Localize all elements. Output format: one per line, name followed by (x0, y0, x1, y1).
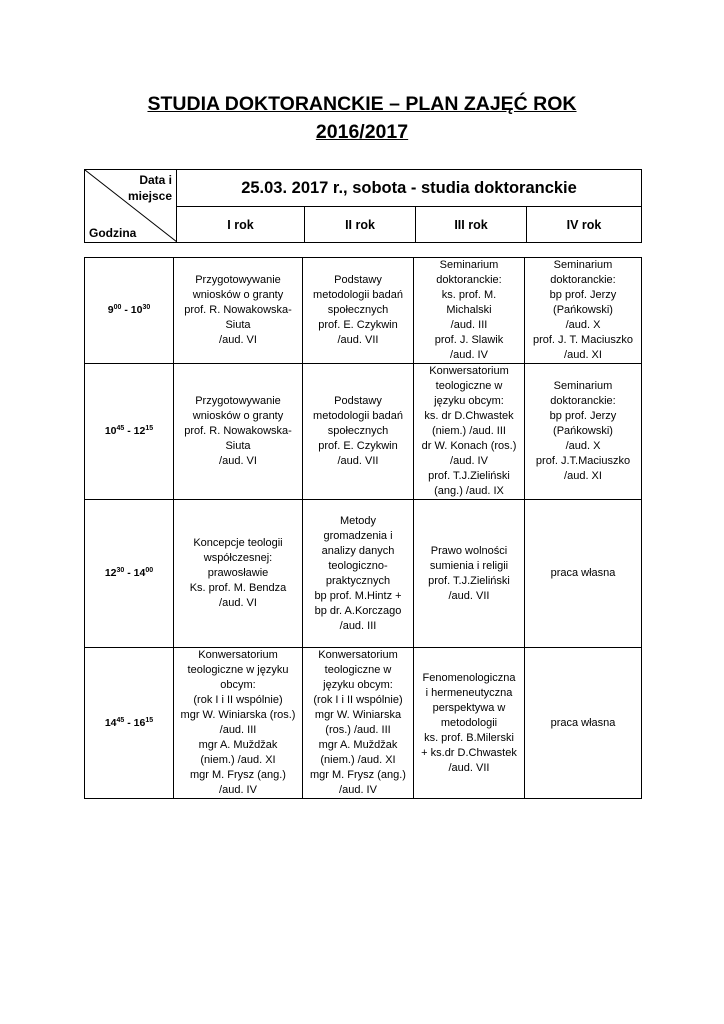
class-cell-line: analizy danych (321, 544, 395, 557)
class-cell-year-1 (174, 258, 303, 364)
class-cell-line: prof. J. T. Maciuszko (532, 334, 634, 346)
class-cell-line: sumienia i religii (429, 559, 509, 572)
document-title (0, 90, 724, 146)
class-cell-line: /aud. VI (219, 455, 257, 467)
corner-label-hour: Godzina (89, 226, 137, 240)
class-cell-line: teologiczne w języku (187, 664, 289, 676)
class-cell-line: /aud. VI (219, 597, 257, 609)
header-date: 25.03. 2017 r., sobota - studia doktoranckie (177, 170, 642, 207)
class-cell-year-1 (174, 500, 303, 648)
class-cell-year-1 (174, 648, 303, 799)
class-cell-year-1 (174, 364, 303, 500)
time-slot: $10^{45} - 12^{15}$ (85, 364, 174, 500)
class-cell-line: (Pańkowski) (553, 304, 613, 316)
class-cell-line: /aud. VII (337, 334, 379, 346)
class-cell-line: prof. T.J.Zieliński (428, 470, 510, 482)
class-cell-line: /aud. III (339, 619, 377, 632)
class-cell-line: (rok I i II wspólnie) (313, 694, 403, 706)
class-cell-year-4 (525, 258, 642, 364)
class-cell-line: Przygotowywanie (195, 274, 281, 286)
class-cell-line: Konwersatorium (429, 365, 509, 377)
class-cell-line: praca własna (550, 567, 616, 579)
corner-label-date-place: Data i miejsce (127, 173, 172, 203)
class-cell-line: /aud. VII (337, 455, 379, 467)
class-cell-line: Podstawy (334, 395, 382, 407)
class-cell-line: /aud. IV (450, 455, 488, 467)
class-cell-line: Podstawy (334, 274, 382, 286)
class-cell-line: metodologii badań (313, 410, 403, 422)
title-line-1: STUDIA DOKTORANCKIE – PLAN ZAJĘĆ ROK (147, 93, 577, 115)
class-cell-line: teologiczno- (328, 559, 388, 572)
class-cell-line: ks. dr D.Chwastek (424, 410, 514, 422)
header-corner-cell (85, 170, 177, 243)
class-cell-line: mgr W. Winiarska (ros.) (180, 709, 296, 721)
class-cell-line: Michalski (446, 304, 492, 316)
class-cell-line: Prawo wolności (430, 544, 508, 557)
class-cell-line: wniosków o granty (192, 410, 284, 422)
class-cell-year-2 (303, 648, 414, 799)
class-cell-line: prawosławie (207, 567, 269, 579)
schedule-row (85, 258, 642, 364)
class-cell-line: mgr A. Muždžak (198, 739, 278, 751)
class-cell-line: teologiczne w (435, 380, 503, 392)
class-cell-line: teologiczne w (324, 664, 392, 676)
class-cell-line: doktoranckie: (550, 395, 616, 407)
header-year-1: I rok (177, 207, 305, 243)
class-cell-line: perspektywa w (432, 701, 506, 714)
class-cell-line: (niem.) /aud. III (432, 425, 506, 437)
header-year-4: IV rok (527, 207, 642, 243)
class-cell-line: metodologii badań (313, 289, 403, 301)
class-cell-line: mgr M. Frysz (ang.) (310, 769, 406, 781)
time-slot: $9^{00} - 10^{30}$ (85, 258, 174, 364)
class-cell-line: Ks. prof. M. Bendza (189, 582, 287, 594)
class-cell-line: (Pańkowski) (553, 425, 613, 437)
class-cell-line: ks. prof. B.Milerski (424, 731, 514, 744)
class-cell-line: bp prof. Jerzy (549, 289, 617, 301)
class-cell-line: współczesnej: (203, 552, 273, 564)
class-cell-line: bp dr. A.Korczago (314, 604, 402, 617)
schedule-row (85, 648, 642, 799)
class-cell-line: /aud. IV (339, 784, 377, 796)
class-cell-line: prof. J. Slawik (434, 334, 504, 346)
class-cell-line: doktoranckie: (550, 274, 616, 286)
class-cell-line: bp prof. Jerzy (549, 410, 617, 422)
class-cell-line: praktycznych (325, 574, 391, 587)
class-cell-line: /aud. III (219, 724, 257, 736)
schedule-table (84, 257, 642, 799)
class-cell-line: mgr W. Winiarska (314, 709, 402, 721)
class-cell-line: /aud. VII (448, 761, 490, 774)
class-cell-line: (niem.) /aud. XI (200, 754, 276, 766)
class-cell-line: /aud. VI (219, 334, 257, 346)
class-cell-line: Siuta (225, 319, 251, 331)
class-cell-year-4 (525, 648, 642, 799)
class-cell-line: prof. R. Nowakowska- (184, 425, 292, 437)
time-slot: $14^{45} - 16^{15}$ (85, 648, 174, 799)
class-cell-line: (ang.) /aud. IX (434, 485, 504, 497)
class-cell-year-3 (414, 258, 525, 364)
class-cell-line: prof. R. Nowakowska- (184, 304, 292, 316)
class-cell-line: wniosków o granty (192, 289, 284, 301)
class-cell-line: (rok I i II wspólnie) (193, 694, 283, 706)
class-cell-line: bp prof. M.Hintz + (314, 589, 402, 602)
class-cell-line: (ros.) /aud. III (325, 724, 391, 736)
class-cell-line: /aud. XI (564, 349, 602, 361)
class-cell-year-2 (303, 500, 414, 648)
class-cell-line: Konwersatorium (318, 649, 398, 661)
class-cell-line: Przygotowywanie (195, 395, 281, 407)
class-cell-line: metodologii (440, 716, 498, 729)
class-cell-line: Metody (339, 514, 377, 527)
class-cell-line: gromadzenia i (323, 529, 393, 542)
class-cell-line: społecznych (327, 304, 389, 316)
header-year-3: III rok (416, 207, 527, 243)
class-cell-line: + ks.dr D.Chwastek (421, 746, 517, 759)
class-cell-line: /aud. XI (564, 470, 602, 482)
header-table (84, 169, 642, 243)
class-cell-line: i hermeneutyczna (425, 686, 513, 699)
class-cell-line: społecznych (327, 425, 389, 437)
class-cell-year-2 (303, 364, 414, 500)
header-year-2: II rok (305, 207, 416, 243)
class-cell-year-3 (414, 364, 525, 500)
class-cell-line: Fenomenologiczna (422, 671, 516, 684)
class-cell-line: dr W. Konach (ros.) (421, 440, 517, 452)
class-cell-line: doktoranckie: (436, 274, 502, 286)
class-cell-line: /aud. IV (219, 784, 257, 796)
class-cell-line: praca własna (550, 716, 616, 729)
schedule-row (85, 364, 642, 500)
class-cell-line: prof. J.T.Maciuszko (535, 455, 631, 467)
class-cell-year-3 (414, 648, 525, 799)
class-cell-line: języku obcym: (434, 395, 504, 407)
class-cell-line: /aud. X (565, 319, 601, 331)
class-cell-year-2 (303, 258, 414, 364)
title-line-2: 2016/2017 (315, 121, 409, 143)
class-cell-line: Siuta (225, 440, 251, 452)
class-cell-line: ks. prof. M. (441, 289, 497, 301)
class-cell-year-4 (525, 500, 642, 648)
class-cell-line: Koncepcje teologii (193, 537, 283, 549)
class-cell-year-3 (414, 500, 525, 648)
time-slot: $12^{30} - 14^{00}$ (85, 500, 174, 648)
class-cell-line: Konwersatorium (198, 649, 278, 661)
class-cell-line: mgr M. Frysz (ang.) (190, 769, 286, 781)
class-cell-line: /aud. IV (450, 349, 488, 361)
class-cell-line: mgr A. Muždžak (318, 739, 398, 751)
class-cell-line: prof. E. Czykwin (318, 440, 398, 452)
class-cell-line: /aud. X (565, 440, 601, 452)
class-cell-line: prof. T.J.Zieliński (428, 574, 510, 587)
class-cell-line: Seminarium (553, 259, 613, 271)
class-cell-line: obcym: (220, 679, 256, 691)
class-cell-line: języku obcym: (323, 679, 393, 691)
class-cell-line: /aud. III (450, 319, 488, 331)
class-cell-line: Seminarium (439, 259, 499, 271)
class-cell-year-4 (525, 364, 642, 500)
class-cell-line: /aud. VII (448, 589, 490, 602)
class-cell-line: Seminarium (553, 380, 613, 392)
class-cell-line: prof. E. Czykwin (318, 319, 398, 331)
class-cell-line: (niem.) /aud. XI (320, 754, 396, 766)
schedule-row (85, 500, 642, 648)
